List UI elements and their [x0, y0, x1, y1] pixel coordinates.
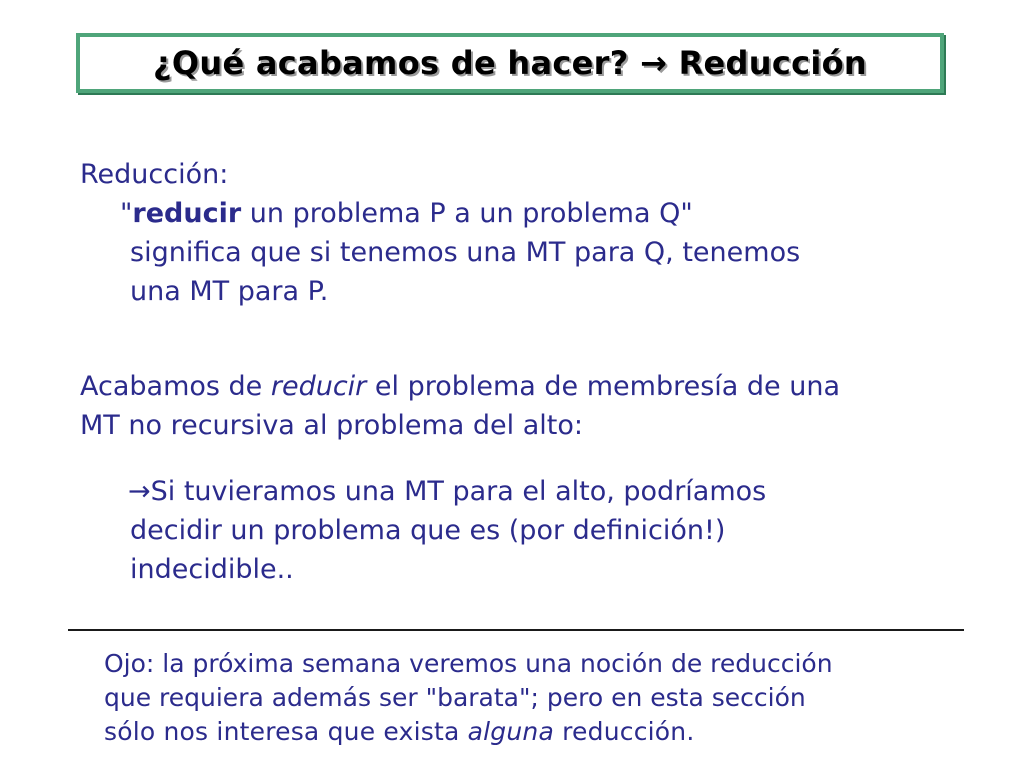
consequence-line-1: [128, 472, 766, 511]
separator-line: [68, 629, 964, 631]
statement-end: el problema de membresía de una: [366, 371, 841, 402]
open-quote: ": [120, 198, 133, 229]
note-line-2: que requiera además ser "barata"; pero en esta sección: [104, 683, 806, 712]
consequence-line-2: decidir un problema que es (por definición!): [130, 515, 726, 546]
consequence-block: [130, 472, 766, 589]
statement-start: Acabamos de: [80, 371, 271, 402]
statement-line-2: MT no recursiva al problema del alto:: [80, 410, 583, 441]
note-line-3-end: reducción.: [553, 717, 695, 746]
right-arrow-icon: →: [128, 476, 151, 507]
definition-block: [80, 155, 800, 311]
note-line-3-start: sólo nos interesa que exista: [104, 717, 468, 746]
note-line-1: Ojo: la próxima semana veremos una noción de reducción: [104, 649, 833, 678]
reducir-bold: reducir: [132, 198, 242, 229]
consequence-line-1-text: Si tuvieramos una MT para el alto, podríamos: [150, 476, 767, 507]
definition-line-1: [80, 194, 800, 233]
definition-line-1-rest: un problema P a un problema Q": [241, 198, 693, 229]
note-line-3: [104, 715, 833, 749]
definition-line-2: significa que si tenemos una MT para Q, tenemos: [130, 237, 801, 268]
definition-line-3: una MT para P.: [130, 276, 329, 307]
statement-block: [80, 367, 840, 445]
definition-heading: Reducción:: [80, 159, 229, 190]
reducir-italic: reducir: [270, 371, 367, 402]
consequence-line-3: indecidible..: [130, 554, 294, 585]
title-box: [76, 33, 944, 93]
slide-title: ¿Qué acabamos de hacer? → Reducción: [153, 44, 867, 82]
alguna-italic: alguna: [467, 717, 554, 746]
statement-line-1: [80, 367, 840, 406]
note-block: [104, 647, 833, 749]
